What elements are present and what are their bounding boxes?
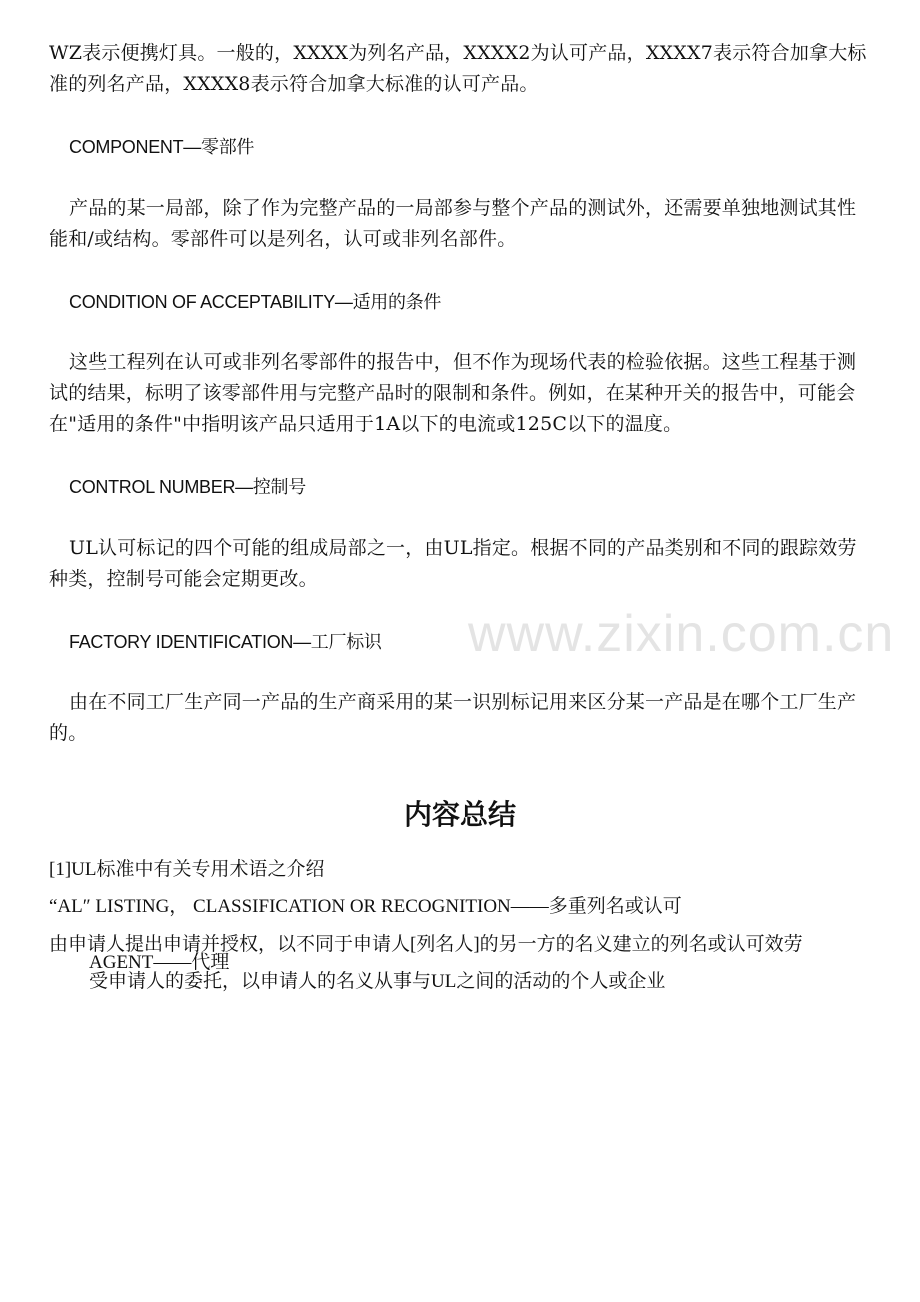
intro-paragraph: WZ表示便携灯具。一般的，XXXX为列名产品，XXXX2为认可产品，XXXX7表示符合加拿大标准的列名产品，XXXX8表示符合加拿大标准的认可产品。 xyxy=(49,42,867,95)
section-heading-condition: CONDITION OF ACCEPTABILITY—适用的条件 xyxy=(69,292,442,312)
section-text-factory-id: 由在不同工厂生产同一产品的生产商采用的某一识别标记用来区分某一产品是在哪个工厂生产的。 xyxy=(49,691,857,744)
section-heading-factory-id: FACTORY IDENTIFICATION—工厂标识 xyxy=(69,632,382,652)
summary-line-1: [1]UL标准中有关专用术语之介绍 xyxy=(49,859,325,880)
section-text-component: 产品的某一局部，除了作为完整产品的一局部参与整个产品的测试外，还需要单独地测试其性能和/或结构。零部件可以是列名，认可或非列名部件。 xyxy=(49,197,857,250)
summary-line-5: 受申请人的委托，以申请人的名义从事与UL之间的活动的个人或企业 xyxy=(89,971,666,992)
summary-line-2: “AL″ LISTING， CLASSIFICATION OR RECOGNITION——多重列名或认可 xyxy=(49,896,682,917)
summary-line-4: AGENT——代理 xyxy=(89,952,230,973)
watermark: www.zixin.com.cn xyxy=(468,605,895,663)
summary-title: 内容总结 xyxy=(403,798,516,831)
section-heading-control-number: CONTROL NUMBER—控制号 xyxy=(69,477,306,497)
section-text-condition: 这些工程列在认可或非列名零部件的报告中，但不作为现场代表的检验依据。这些工程基于测试的结果，标明了该零部件用与完整产品时的限制和条件。例如，在某种开关的报告中，可能会在"适用的条件"中指明该产品只适用于1A以下的电流或125C以下的温度。 xyxy=(49,351,857,435)
section-heading-component: COMPONENT—零部件 xyxy=(69,137,255,157)
section-text-control-number: UL认可标记的四个可能的组成局部之一，由UL指定。根据不同的产品类别和不同的跟踪效劳种类，控制号可能会定期更改。 xyxy=(49,537,857,590)
summary-line-3: 由申请人提出申请并授权，以不同于申请人[列名人]的另一方的名义建立的列名或认可效劳 xyxy=(49,934,803,955)
